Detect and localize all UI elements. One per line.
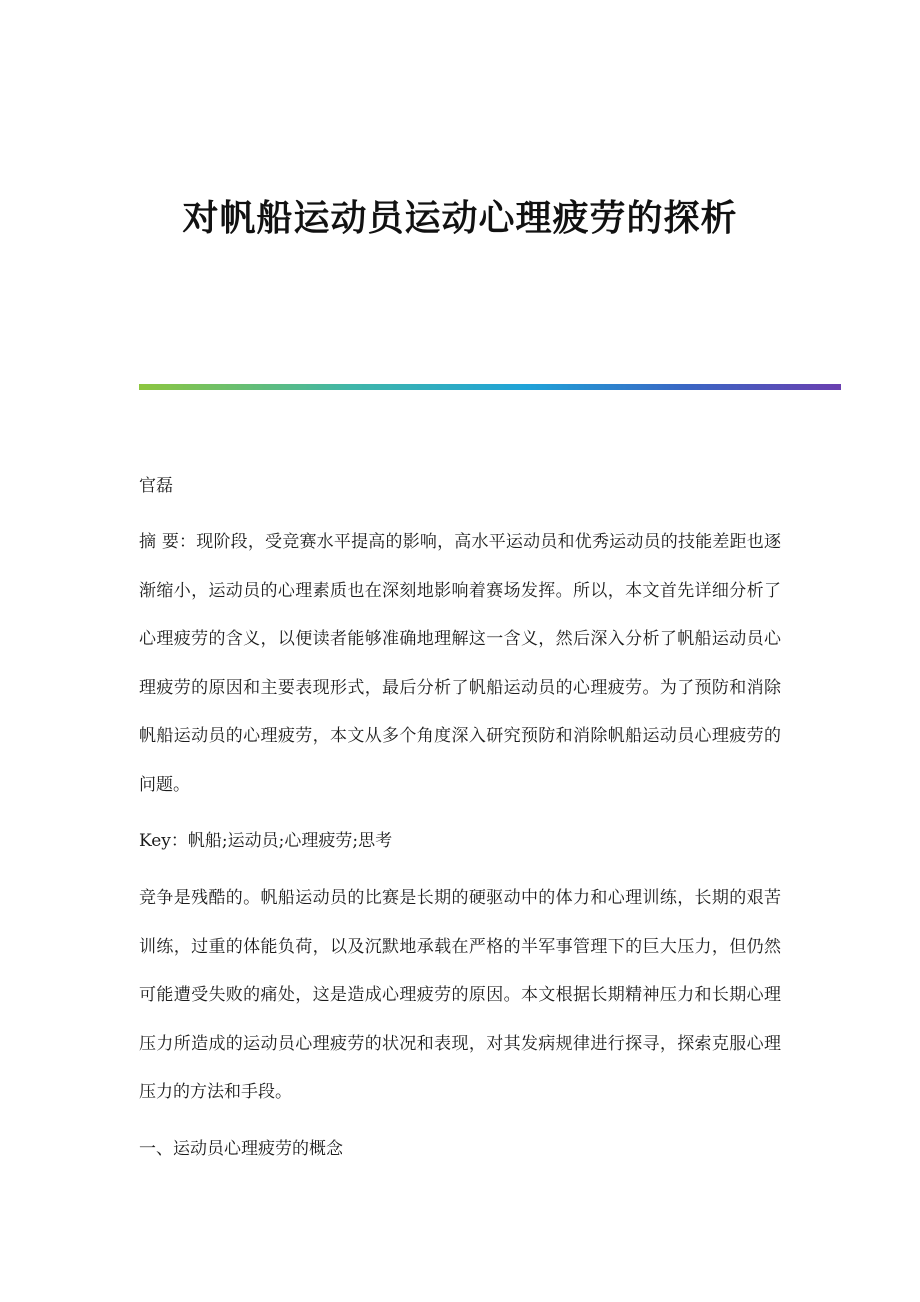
keywords-text: 帆船;运动员;心理疲劳;思考 (187, 831, 393, 851)
author-name: 官磊 (139, 476, 173, 496)
section-heading: 一、运动员心理疲劳的概念 (139, 1138, 343, 1159)
keywords-line (139, 825, 781, 857)
title-gradient-rule (139, 384, 841, 390)
body-paragraph: 竞争是残酷的。帆船运动员的比赛是长期的硬驱动中的体力和心理训练，长期的艰苦训练，过重的体能负荷，以及沉默地承载在严格的半军事管理下的巨大压力，但仍然可能遭受失败的痛处，这是造成心理疲劳的原因。本文根据长期精神压力和长期心理压力所造成的运动员心理疲劳的状况和表现，对其发病规律进行探寻，探索克服心理压力的方法和手段。 (139, 888, 781, 1102)
abstract-paragraph (139, 518, 781, 809)
keywords-label: Key： (139, 831, 188, 851)
abstract-label: 摘 要： (139, 532, 197, 552)
abstract-text: 现阶段，受竞赛水平提高的影响，高水平运动员和优秀运动员的技能差距也逐渐缩小，运动员的心理素质也在深刻地影响着赛场发挥。所以，本文首先详细分析了心理疲劳的含义，以便读者能够准确地理解这一含义，然后深入分析了帆船运动员心理疲劳的原因和主要表现形式，最后分析了帆船运动员的心理疲劳。为了预防和消除帆船运动员的心理疲劳，本文从多个角度深入研究预防和消除帆船运动员心理疲劳的问题。 (139, 532, 782, 795)
page-title: 对帆船运动员运动心理疲劳的探析 (182, 197, 738, 239)
document-body (139, 470, 781, 1165)
